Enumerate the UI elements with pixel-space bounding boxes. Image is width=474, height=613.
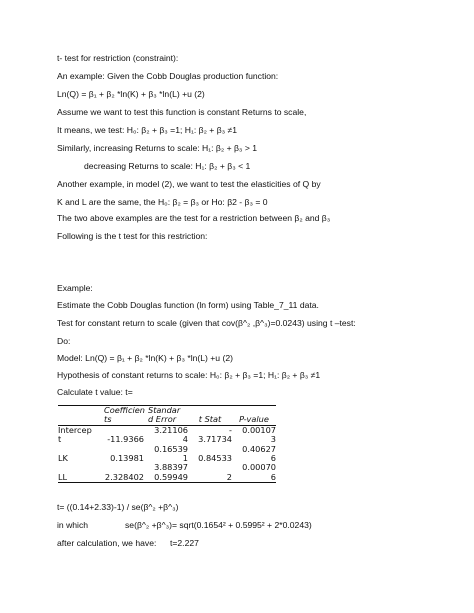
result-value: t=2.227 bbox=[170, 538, 199, 548]
equation-line: Model: Ln(Q) = β₁ + β₂ *ln(K) + β₃ *ln(L) +u (2) bbox=[57, 353, 233, 363]
equation-line: Ln(Q) = β₁ + β₂ *ln(K) + β₃ *ln(L) +u (2) bbox=[57, 89, 205, 99]
text-line: Another example, in model (2), we want to test the elasticities of Q by bbox=[57, 179, 321, 189]
table-cell: 2 bbox=[226, 471, 232, 482]
table-header-cell bbox=[58, 406, 100, 415]
table-cell bbox=[188, 463, 232, 472]
text-line: Calculate t value: t= bbox=[57, 387, 133, 397]
table-cell: 3.21106 bbox=[154, 424, 188, 435]
text-line: Hypothesis of constant returns to scale: H₀: β₂ + β₃ =1; H₁: β₂ + β₃ ≠1 bbox=[57, 370, 321, 380]
regression-table bbox=[58, 405, 276, 483]
heading-t-test: t- test for restriction (constraint): bbox=[57, 53, 179, 63]
text-line: in which bbox=[57, 520, 89, 530]
text-line: It means, we test: H₀: β₂ + β₃ =1; H₁: β₂ + β₃ ≠1 bbox=[57, 125, 238, 135]
table-row bbox=[58, 426, 276, 435]
table-header-cell: P-value bbox=[239, 414, 269, 425]
table-cell: 4 bbox=[182, 434, 188, 445]
text-line: Test for constant return to scale (given that cov(β^₂ ,β^₃)=0.0243) using t –test: bbox=[57, 318, 356, 328]
table-cell: 3 bbox=[270, 434, 276, 445]
text-line: Following is the t test for this restriction: bbox=[57, 231, 208, 241]
text-line: Do: bbox=[57, 336, 71, 346]
table-cell: 3.71734 bbox=[198, 434, 232, 445]
table-cell: 0.00107 bbox=[242, 424, 276, 435]
table-cell: 0.13981 bbox=[110, 453, 144, 464]
text-line: Estimate the Cobb Douglas function (ln form) using Table_7_11 data. bbox=[57, 300, 319, 310]
table-cell: LK bbox=[58, 453, 68, 464]
table-cell: t bbox=[58, 434, 62, 445]
formula-line: se(β^₂ +β^₃)= sqrt(0.1654² + 0.5995² + 2*0.0243) bbox=[125, 520, 312, 530]
table-header-cell: ts bbox=[104, 414, 112, 425]
table-cell: 3.88397 bbox=[154, 462, 188, 473]
text-line: after calculation, we have: bbox=[57, 538, 157, 548]
table-cell: 0.16539 bbox=[154, 443, 188, 454]
table-cell: 1 bbox=[182, 453, 188, 464]
table-cell: -11.9366 bbox=[107, 434, 144, 445]
table-cell: 6 bbox=[270, 453, 276, 464]
table-cell: 2.328402 bbox=[104, 471, 144, 482]
table-cell: 0.40627 bbox=[242, 443, 276, 454]
text-line: An example: Given the Cobb Douglas production function: bbox=[57, 71, 279, 81]
table-row bbox=[58, 445, 276, 454]
example-heading: Example: bbox=[57, 283, 93, 293]
table-cell: 6 bbox=[270, 471, 276, 482]
formula-line: t= ((0.14+2.33)-1) / se(β^₂ +β^₃) bbox=[57, 502, 179, 512]
table-header-cell bbox=[58, 415, 100, 424]
text-line: Similarly, increasing Returns to scale: H₁: β₂ + β₃ > 1 bbox=[57, 143, 258, 153]
table-header-cell: Standar bbox=[148, 405, 181, 415]
table-header-cell: t Stat bbox=[198, 414, 222, 425]
table-cell: 0.00070 bbox=[242, 462, 276, 473]
table-cell: Intercep bbox=[58, 424, 92, 435]
text-line: Assume we want to test this function is constant Returns to scale, bbox=[57, 107, 307, 117]
text-line: K and L are the same, the H₀: β₂ = β₃ or Ho: β2 - β₃ = 0 bbox=[57, 197, 268, 207]
table-header-cell: d Error bbox=[148, 414, 177, 425]
table-header-cell: Coefficien bbox=[104, 405, 145, 415]
table-cell: - bbox=[229, 424, 232, 435]
table-cell: 0.59949 bbox=[154, 471, 188, 482]
table-cell: LL bbox=[58, 471, 68, 482]
text-line: The two above examples are the test for a restriction between β₂ and β₃ bbox=[57, 213, 331, 223]
table-cell: 0.84533 bbox=[198, 453, 232, 464]
text-line: decreasing Returns to scale: H₁: β₂ + β₃ < 1 bbox=[84, 161, 251, 171]
table-row bbox=[58, 473, 276, 483]
